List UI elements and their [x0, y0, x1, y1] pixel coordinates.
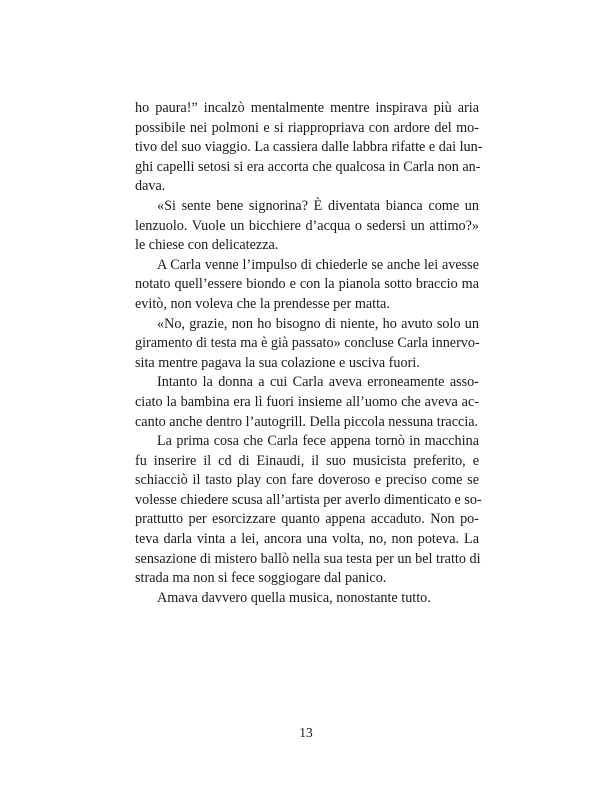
text-line: strada ma non si fece soggiogare dal panico.	[135, 570, 387, 587]
text-line: le chiese con delicatezza.	[135, 237, 279, 254]
text-line: lenzuolo. Vuole un bicchiere d’acqua o sedersi un attimo?»	[135, 217, 479, 234]
text-line: notato quell’essere biondo e con la pianola sotto braccio ma	[135, 276, 479, 293]
text-line: tivo del suo viaggio. La cassiera dalle labbra rifatte e dai lun-	[135, 139, 483, 156]
text-line: sensazione di mistero ballò nella sua testa per un bel tratto di	[135, 550, 481, 567]
text-line: possibile nei polmoni e si riappropriava con ardore del mo-	[135, 119, 479, 136]
text-line: volesse chiedere scusa all’artista per averlo dimenticato e so-	[135, 491, 482, 508]
text-line: fu inserire il cd di Einaudi, il suo musicista preferito, e	[135, 452, 479, 469]
text-line: «No, grazie, non ho bisogno di niente, ho avuto solo un	[157, 315, 479, 332]
text-line: canto anche dentro l’autogrill. Della piccola nessuna traccia.	[135, 413, 479, 430]
text-line: prattutto per esorcizzare quanto appena accaduto. Non po-	[135, 511, 479, 528]
text-line: teva darla vinta a lei, ancora una volta, no, non poteva. La	[135, 531, 479, 548]
text-line: sita mentre pagava la sua colazione e usciva fuori.	[135, 354, 420, 371]
text-line: giramento di testa ma è già passato» concluse Carla innervo-	[135, 335, 480, 352]
text-line: dava.	[135, 178, 166, 195]
page-number: 13	[299, 725, 313, 740]
text-line: La prima cosa che Carla fece appena tornò in macchina	[157, 433, 479, 450]
text-line: ho paura!” incalzò mentalmente mentre inspirava più aria	[135, 100, 479, 116]
text-line: schiacciò il tasto play con fare doveroso e preciso come se	[135, 472, 479, 489]
text-line: ghi capelli setosi si era accorta che qualcosa in Carla non an-	[135, 158, 481, 175]
text-line: ciato la bambina era lì fuori insieme all’uomo che aveva ac-	[135, 393, 479, 410]
text-line: Intanto la donna a cui Carla aveva erroneamente asso-	[157, 374, 479, 391]
text-line: «Si sente bene signorina? È diventata bianca come un	[157, 197, 479, 214]
text-line: Amava davvero quella musica, nonostante tutto.	[157, 589, 431, 606]
body-text	[135, 99, 483, 608]
text-line: evitò, non voleva che la prendesse per matta.	[135, 295, 390, 312]
text-line: A Carla venne l’impulso di chiederle se anche lei avesse	[157, 256, 479, 273]
